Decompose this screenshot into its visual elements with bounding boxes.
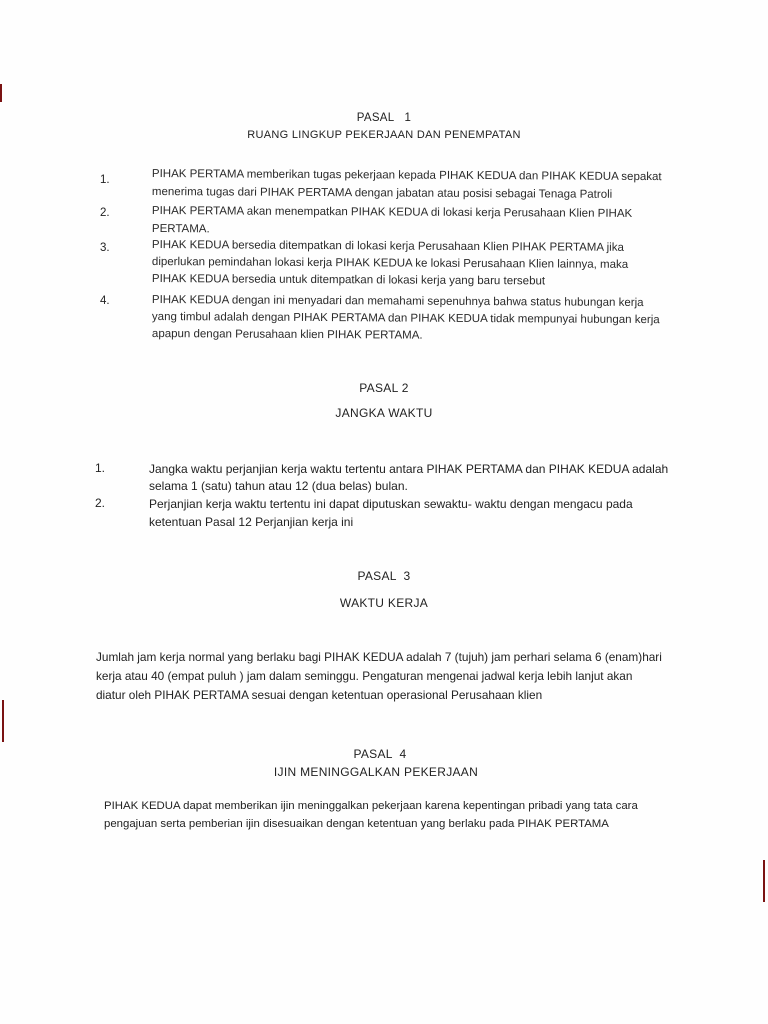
item-line: PIHAK KEDUA dengan ini menyadari dan memahami sepenuhnya bahwa status hubungan kerja bbox=[151, 293, 644, 310]
item-number: 1. bbox=[100, 174, 110, 186]
item-line: diperlukan pemindahan lokasi kerja PIHAK KEDUA ke lokasi Perusahaan Klien lainnya, maka bbox=[151, 255, 629, 271]
item-line: selama 1 (satu) tahun atau 12 (dua belas) bulan. bbox=[149, 479, 408, 493]
item-number: 1. bbox=[95, 461, 106, 475]
paragraph-line: Jumlah jam kerja normal yang berlaku bagi PIHAK KEDUA adalah 7 (tujuh) jam perhari selama 6 (enam)hari bbox=[96, 650, 662, 664]
item-line: yang timbul adalah dengan PIHAK PERTAMA dan PIHAK KEDUA tidak mempunyai hubungan kerja bbox=[151, 310, 660, 327]
item-line: PIHAK KEDUA bersedia ditempatkan di lokasi kerja Perusahaan Klien PIHAK PERTAMA jika bbox=[151, 238, 624, 254]
pasal3-subtitle: WAKTU KERJA bbox=[339, 596, 429, 610]
pasal1-subtitle: RUANG LINGKUP PEKERJAAN DAN PENEMPATAN bbox=[247, 129, 521, 141]
pasal4-title: PASAL 4 bbox=[353, 747, 407, 761]
scan-edge-mark-right bbox=[763, 860, 765, 902]
item-number: 4. bbox=[100, 295, 110, 307]
pasal1-title: PASAL 1 bbox=[356, 112, 412, 124]
item-line: apapun dengan Perusahaan klien PIHAK PERTAMA. bbox=[151, 327, 423, 342]
item-line: Jangka waktu perjanjian kerja waktu tertentu antara PIHAK PERTAMA dan PIHAK KEDUA adalah bbox=[149, 462, 669, 476]
item-line: PERTAMA. bbox=[151, 222, 210, 236]
item-line: ketentuan Pasal 12 Perjanjian kerja ini bbox=[149, 515, 354, 529]
pasal3-title: PASAL 3 bbox=[357, 569, 411, 583]
item-number: 3. bbox=[100, 242, 110, 254]
paragraph-line: pengajuan serta pemberian ijin disesuaikan dengan ketentuan yang berlaku pada PIHAK PERTAMA bbox=[104, 818, 609, 830]
item-line: PIHAK PERTAMA akan menempatkan PIHAK KEDUA di lokasi kerja Perusahaan Klien PIHAK bbox=[151, 204, 633, 220]
item-line: PIHAK PERTAMA memberikan tugas pekerjaan kepada PIHAK KEDUA dan PIHAK KEDUA sepakat bbox=[151, 167, 662, 184]
item-number: 2. bbox=[100, 207, 110, 219]
scan-edge-mark-left bbox=[2, 700, 4, 742]
paragraph-line: diatur oleh PIHAK PERTAMA sesuai dengan ketentuan operasional Perusahaan klien bbox=[96, 688, 543, 702]
item-line: Perjanjian kerja waktu tertentu ini dapat diputuskan sewaktu- waktu dengan mengacu pada bbox=[149, 497, 633, 511]
pasal4-subtitle: IJIN MENINGGALKAN PEKERJAAN bbox=[273, 765, 479, 779]
pasal2-title: PASAL 2 bbox=[359, 381, 409, 395]
scan-edge-mark-left-top bbox=[0, 84, 2, 102]
item-line: PIHAK KEDUA bersedia untuk ditempatkan di lokasi kerja yang baru tersebut bbox=[151, 272, 546, 288]
item-number: 2. bbox=[95, 496, 106, 510]
paragraph-line: PIHAK KEDUA dapat memberikan ijin meninggalkan pekerjaan karena kepentingan pribadi yang tata cara bbox=[104, 800, 638, 812]
item-line: menerima tugas dari PIHAK PERTAMA dengan jabatan atau posisi sebagai Tenaga Patroli bbox=[151, 185, 613, 201]
pasal2-subtitle: JANGKA WAKTU bbox=[335, 406, 433, 420]
paragraph-line: kerja atau 40 (empat puluh ) jam dalam seminggu. Pengaturan mengenai jadwal kerja lebih lanjut akan bbox=[96, 669, 633, 683]
